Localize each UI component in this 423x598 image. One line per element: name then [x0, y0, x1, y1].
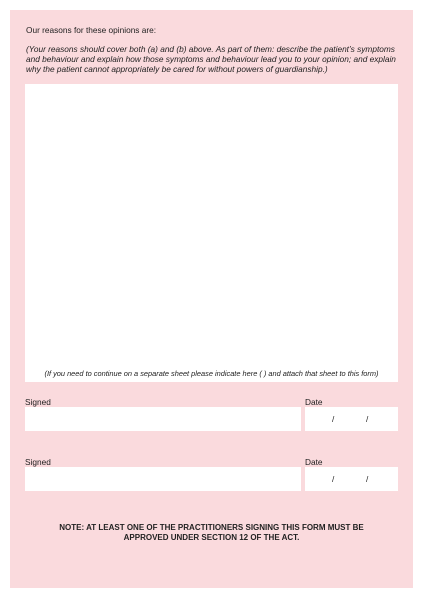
form-page — [10, 10, 413, 588]
date-separator: / — [332, 414, 335, 424]
continue-note: (If you need to continue on a separate sheet please indicate here ( ) and attach that sheet to this form) — [44, 369, 379, 378]
date-separator: / — [366, 414, 369, 424]
reasons-guidance: (Your reasons should cover both (a) and (b) above. As part of them: describe the patient’s symptoms and behaviour and explain how those symptoms and behaviour lead you to your opinion; and explain why the patient cannot appropriately be cared for without powers of guardianship.) — [26, 44, 396, 74]
signed-label-1: Signed — [25, 397, 51, 407]
date-label-1: Date — [305, 397, 323, 407]
approval-note: NOTE: AT LEAST ONE OF THE PRACTITIONERS SIGNING THIS FORM MUST BE APPROVED UNDER SECTION 12 OF THE ACT. — [59, 523, 364, 542]
date-separator: / — [332, 474, 335, 484]
date-field-1[interactable] — [305, 407, 398, 431]
signature-field-2[interactable] — [25, 467, 301, 491]
date-field-2[interactable] — [305, 467, 398, 491]
date-label-2: Date — [305, 457, 323, 467]
signed-label-2: Signed — [25, 457, 51, 467]
signature-field-1[interactable] — [25, 407, 301, 431]
date-separator: / — [366, 474, 369, 484]
reasons-intro: Our reasons for these opinions are: — [26, 25, 157, 35]
reasons-text-area[interactable] — [25, 84, 398, 382]
